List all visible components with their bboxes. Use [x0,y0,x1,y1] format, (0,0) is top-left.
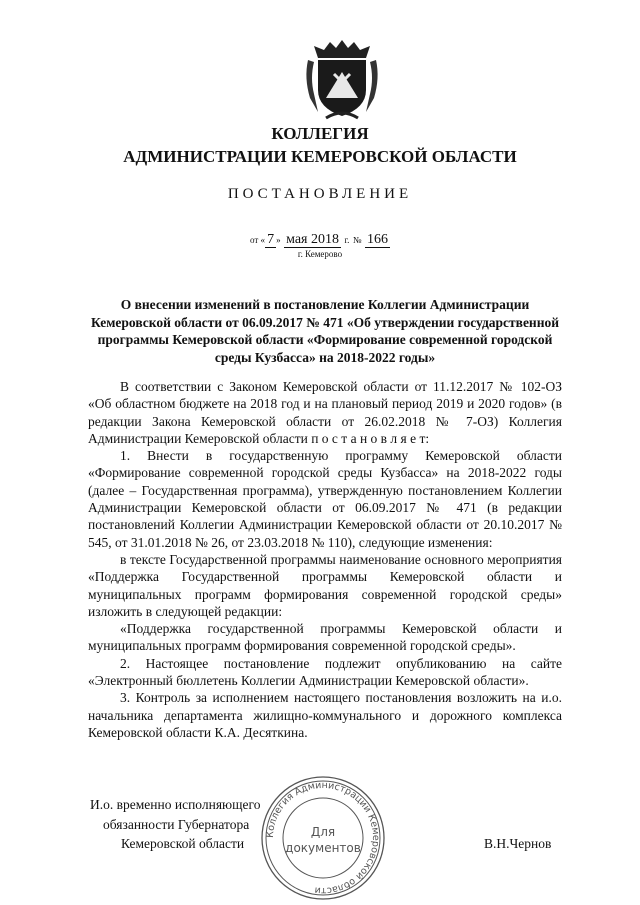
svg-text:Для: Для [310,825,336,839]
number-prefix: № [352,235,362,245]
org-title-line1: КОЛЛЕГИЯ [271,124,369,143]
coat-of-arms-emblem [304,38,380,120]
signatory-name: В.Н.Чернов [484,836,552,851]
date-day: 7 [267,232,275,247]
paragraph-item-1: 1. Внести в государственную программу Кемеровской области «Формирование современной городской среды Кузбасса» на 2018-2022 годы (далее – Государственная программа), утвержденную постановлением Коллегии Администрации Кемеровской области от 06.09.2017 № 471 (в редакции постановлений Коллегии Администрации Кемеровской области от 20.10.2017 № 545, от 31.01.2018 № 26, от 23.03.2018 № 110), следующие изменения: [88,448,562,550]
date-close-quote: » [276,235,281,245]
date-prefix: от « [249,235,266,245]
document-number: 166 [367,232,389,247]
signatory-title-line3: Кемеровской области [121,836,245,851]
signatory-title-line2: обязанности Губернатора [103,817,250,832]
svg-text:документов: документов [285,841,361,855]
svg-text:Коллегия Администрации Кемеров: Коллегия Администрации Кемеровской области [264,779,382,897]
document-body [88,378,562,741]
paragraph-item-3: 3. Контроль за исполнением настоящего постановления возложить на и.о. начальника департамента жилищно-коммунального и дорожного комплекса Кемеровской области К.А. Десяткина. [88,690,562,740]
signatory-title-line1: И.о. временно исполняющего [90,797,261,812]
paragraph-item-1-text: в тексте Государственной программы наименование основного мероприятия «Поддержка Государственной программы Кемеровской области и муниципальных программ формирования современной городской среды» изложить в следующей редакции: [88,551,562,619]
date-year-suffix: г. [344,235,350,245]
org-title-line2: АДМИНИСТРАЦИИ КЕМЕРОВСКОЙ ОБЛАСТИ [123,147,517,166]
official-stamp [259,774,387,902]
city: г. Кемерово [297,249,343,259]
paragraph-preamble: В соответствии с Законом Кемеровской области от 11.12.2017 № 102-ОЗ «Об областном бюджете на 2018 год и на плановый период 2019 и 2020 годов» (в редакции Закона Кемеровской области от 26.02.2018 № 7-ОЗ) Коллегия Администрации Кемеровской области п о с т а н о в л я е т: [88,379,562,446]
paragraph-item-2: 2. Настоящее постановление подлежит опубликованию на сайте «Электронный бюллетень Коллегии Администрации Кемеровской области». [88,655,562,689]
document-subject: О внесении изменений в постановление Коллегии Администрации Кемеровской области от 06.09.2017 № 471 «Об утверждении государственной программы Кемеровской области «Формирование современной городской среды Кузбасса» на 2018-2022 годы» [90,297,560,365]
document-type: ПОСТАНОВЛЕНИЕ [227,186,413,202]
paragraph-item-1-quote: «Поддержка государственной программы Кемеровской области и муниципальных программ формирования современной городской среды». [88,621,562,654]
date-month-year: мая 2018 [286,232,339,247]
date-line [0,232,640,248]
